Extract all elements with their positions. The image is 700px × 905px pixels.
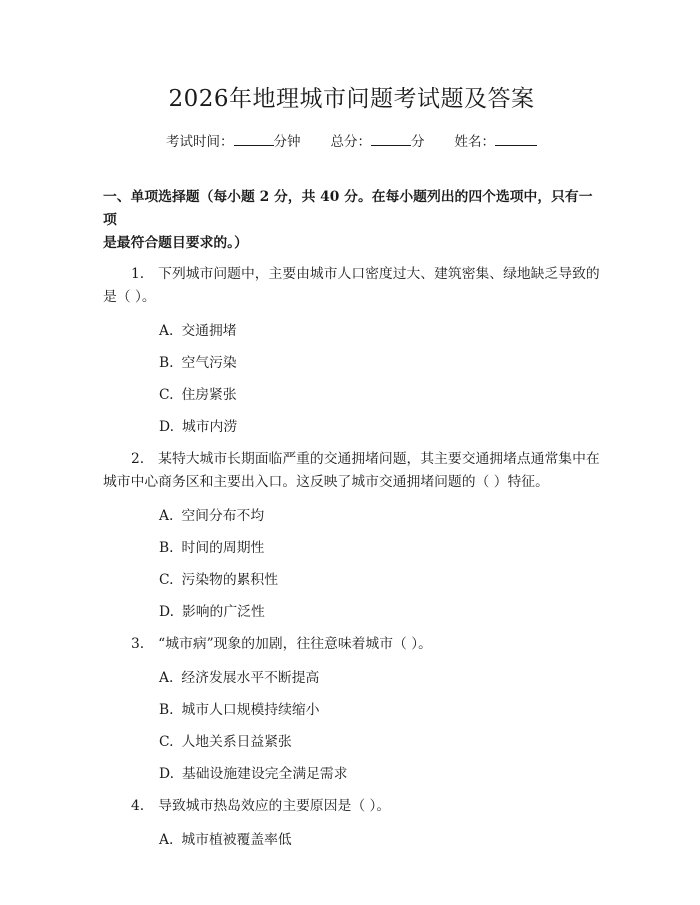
option-letter: B.: [159, 540, 174, 556]
question-text: 导致城市热岛效应的主要原因是（ ）。: [158, 798, 391, 814]
question-number: 4.: [131, 798, 145, 814]
option-text: 交通拥堵: [181, 323, 237, 339]
option-text: 影响的广泛性: [181, 604, 265, 620]
question-block: [103, 633, 600, 784]
option-letter: D.: [159, 766, 174, 782]
section-header-line1: 一、单项选择题（每小题 2 分，共 40 分。在每小题列出的四个选项中，只有一项: [103, 189, 593, 228]
option-list: [103, 830, 600, 850]
option-letter: B.: [159, 702, 174, 718]
question-list: [103, 263, 600, 850]
question-block: [103, 795, 600, 850]
answer-option: [103, 506, 600, 526]
question-number: 2.: [131, 451, 145, 467]
option-letter: C.: [159, 572, 174, 588]
answer-option: [103, 538, 600, 558]
option-letter: A.: [159, 508, 174, 524]
question-block: [103, 448, 600, 622]
question-stem: [103, 448, 600, 494]
option-list: [103, 668, 600, 784]
option-text: 人地关系日益紧张: [181, 734, 292, 750]
answer-option: [103, 570, 600, 590]
exam-info-row: [103, 131, 600, 152]
option-letter: A.: [159, 670, 174, 686]
option-letter: A.: [159, 323, 174, 339]
answer-option: [103, 321, 600, 341]
answer-option: [103, 417, 600, 437]
question-number: 1.: [131, 266, 145, 282]
option-text: 城市植被覆盖率低: [181, 832, 292, 848]
answer-option: [103, 385, 600, 405]
option-letter: D.: [159, 419, 174, 435]
option-letter: C.: [159, 387, 174, 403]
answer-option: [103, 353, 600, 373]
option-text: 污染物的累积性: [181, 572, 279, 588]
option-text: 城市内涝: [181, 419, 238, 435]
question-number: 3.: [131, 636, 145, 652]
option-list: [103, 321, 600, 437]
answer-option: [103, 668, 600, 688]
question-text: 下列城市问题中，主要由城市人口密度过大、建筑密集、绿地缺乏导致的是（ ）。: [103, 266, 600, 305]
question-stem: [103, 633, 600, 656]
option-letter: B.: [159, 355, 174, 371]
exam-time-blank: [234, 131, 274, 146]
answer-option: [103, 732, 600, 752]
section-header-line2: 是最符合题目要求的。）: [103, 235, 248, 251]
exam-time-unit: 分钟: [273, 134, 301, 150]
student-name-label: 姓名：: [454, 134, 495, 150]
question-text: “城市病”现象的加剧，往往意味着城市（ ）。: [158, 636, 432, 652]
question-stem: [103, 263, 600, 309]
option-letter: A.: [159, 832, 174, 848]
answer-option: [103, 602, 600, 622]
option-text: 时间的周期性: [181, 540, 265, 556]
option-text: 空气污染: [181, 355, 237, 371]
question-stem: [103, 795, 600, 818]
option-list: [103, 506, 600, 622]
option-text: 住房紧张: [181, 387, 237, 403]
student-name-field: [455, 131, 538, 152]
option-text: 基础设施建设完全满足需求: [181, 766, 348, 782]
question-block: [103, 263, 600, 437]
total-score-label: 总分：: [330, 134, 371, 150]
option-text: 城市人口规模持续缩小: [181, 702, 320, 718]
answer-option: [103, 830, 600, 850]
option-text: 空间分布不均: [181, 508, 265, 524]
option-text: 经济发展水平不断提高: [181, 670, 320, 686]
option-letter: C.: [159, 734, 174, 750]
answer-option: [103, 764, 600, 784]
option-letter: D.: [159, 604, 174, 620]
total-score-field: [331, 131, 425, 152]
page-title: 2026年地理城市问题考试题及答案: [168, 86, 535, 112]
total-score-blank: [371, 131, 411, 146]
question-text: 某特大城市长期面临严重的交通拥堵问题，其主要交通拥堵点通常集中在城市中心商务区和主要出入口。这反映了城市交通拥堵问题的（ ）特征。: [103, 451, 600, 490]
total-score-unit: 分: [411, 134, 425, 150]
student-name-blank: [495, 131, 537, 146]
exam-time-label: 考试时间：: [166, 134, 234, 150]
section-header: [103, 186, 600, 255]
exam-time-field: [166, 131, 301, 152]
answer-option: [103, 700, 600, 720]
